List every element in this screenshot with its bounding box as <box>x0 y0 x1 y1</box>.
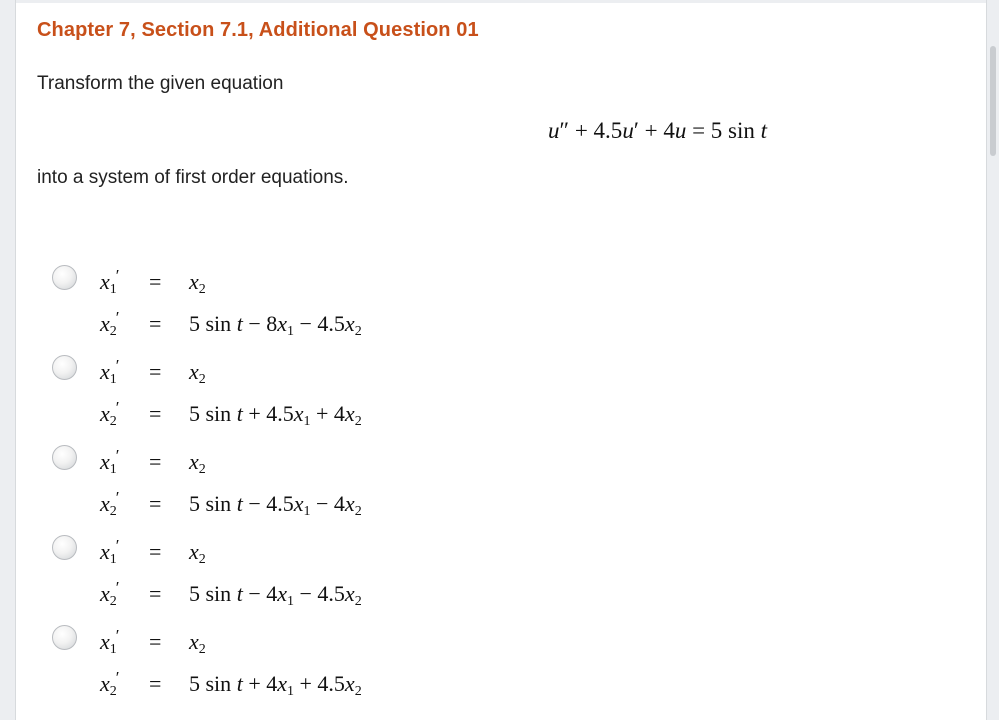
given-equation: u″ + 4.5u′ + 4u = 5 sin t <box>548 118 768 143</box>
equation-rhs: 5 $\sin t - 4.5x_1 - 4x_2$ <box>189 491 362 519</box>
left-border <box>0 0 16 720</box>
question-instruction: into a system of first order equations. <box>37 167 349 188</box>
radio-button[interactable] <box>52 355 77 380</box>
equation-lhs: $x_2'$ <box>100 488 120 519</box>
equation-rhs: $x_2$ <box>189 629 206 657</box>
equals-sign: = <box>149 359 162 384</box>
equals-sign: = <box>149 401 162 426</box>
equation-lhs: $x_2'$ <box>100 398 120 429</box>
question-prompt: Transform the given equation <box>37 73 284 94</box>
equation-lhs: $x_1'$ <box>100 356 120 387</box>
equation-lhs: $x_1'$ <box>100 536 120 567</box>
question-title: Chapter 7, Section 7.1, Additional Question 01 <box>37 19 479 41</box>
equation-rhs: 5 $\sin t + 4x_1 + 4.5x_2$ <box>189 671 362 699</box>
equals-sign: = <box>149 629 162 654</box>
answer-option[interactable] <box>52 535 472 625</box>
answer-option[interactable] <box>52 445 472 535</box>
radio-button[interactable] <box>52 535 77 560</box>
equation-rhs: 5 $\sin t - 8x_1 - 4.5x_2$ <box>189 311 362 339</box>
answer-option[interactable] <box>52 355 472 445</box>
question-panel <box>16 0 986 720</box>
radio-button[interactable] <box>52 445 77 470</box>
equation-lhs: $x_1'$ <box>100 626 120 657</box>
answer-option[interactable] <box>52 265 472 355</box>
equation-rhs: $x_2$ <box>189 449 206 477</box>
equals-sign: = <box>149 581 162 606</box>
radio-button[interactable] <box>52 265 77 290</box>
equation-lhs: $x_2'$ <box>100 308 120 339</box>
equals-sign: = <box>149 269 162 294</box>
equation-lhs: $x_2'$ <box>100 578 120 609</box>
equation-lhs: $x_1'$ <box>100 446 120 477</box>
equals-sign: = <box>149 671 162 696</box>
scrollbar-thumb[interactable] <box>990 46 996 156</box>
answer-option[interactable] <box>52 625 472 715</box>
equals-sign: = <box>149 449 162 474</box>
equation-rhs: $x_2$ <box>189 269 206 297</box>
equation-rhs: $x_2$ <box>189 539 206 567</box>
scrollbar[interactable] <box>986 0 999 720</box>
equals-sign: = <box>149 311 162 336</box>
equals-sign: = <box>149 539 162 564</box>
equation-lhs: $x_1'$ <box>100 266 120 297</box>
radio-button[interactable] <box>52 625 77 650</box>
equation-lhs: $x_2'$ <box>100 668 120 699</box>
equation-rhs: $x_2$ <box>189 359 206 387</box>
equation-rhs: 5 $\sin t + 4.5x_1 + 4x_2$ <box>189 401 362 429</box>
equals-sign: = <box>149 491 162 516</box>
equation-rhs: 5 $\sin t - 4x_1 - 4.5x_2$ <box>189 581 362 609</box>
